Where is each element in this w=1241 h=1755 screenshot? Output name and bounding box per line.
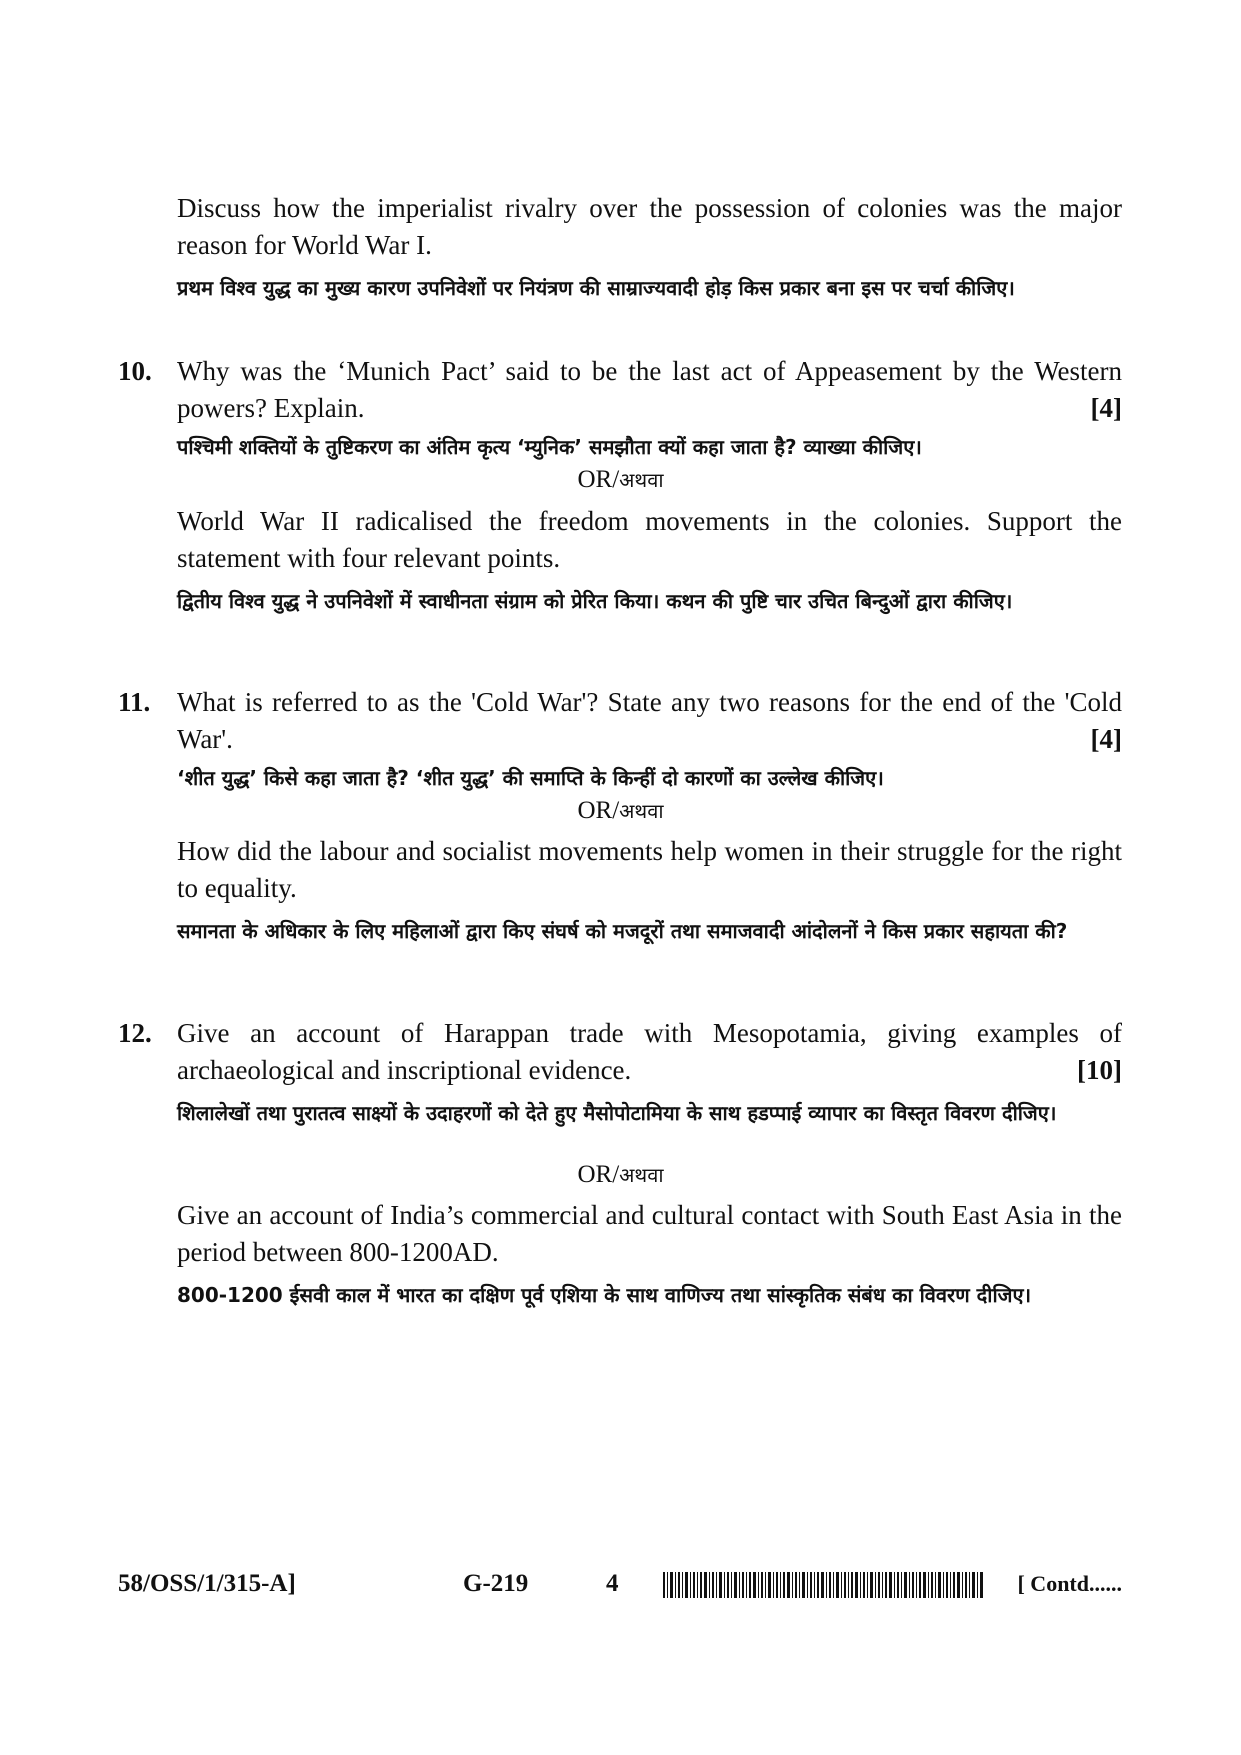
question-10-alt-en: World War II radicalised the freedom movements in the colonies. Support the statement with four relevant points. xyxy=(177,506,1122,573)
question-11-marks: [4] xyxy=(1090,724,1122,754)
question-10-marks: [4] xyxy=(1090,393,1122,423)
question-10-text: Why was the ‘Munich Pact’ said to be the last act of Appeasement by the Western powers? Explain. xyxy=(177,356,1122,423)
question-12-en xyxy=(177,1015,1122,1089)
question-10-hi: पश्चिमी शक्तियों के तुष्टिकरण का अंतिम कृत्य ‘म्युनिक’ समझौता क्यों कहा जाता है? व्याख्या कीजिए। xyxy=(177,435,922,459)
question-12-hi: शिलालेखों तथा पुरातत्व साक्ष्यों के उदाहरणों को देते हुए मैसोपोटामिया के साथ हडप्पाई व्यापार का विस्तृत विवरण दीजिए। xyxy=(177,1101,1057,1125)
question-number-10: 10. xyxy=(118,356,152,386)
page-footer xyxy=(118,1566,1122,1602)
or-label: OR/ xyxy=(577,466,620,493)
question-10-alternative xyxy=(177,503,1122,621)
or-label: OR/ xyxy=(577,797,620,824)
question-11-en xyxy=(177,684,1122,758)
or-divider-11 xyxy=(0,793,1241,829)
or-divider-10 xyxy=(0,462,1241,498)
barcode-bars xyxy=(663,1572,983,1598)
intro-question-en: Discuss how the imperialist rivalry over the possession of colonies was the major reason for World War I. xyxy=(177,193,1122,260)
barcode xyxy=(663,1572,983,1598)
page-number: 4 xyxy=(606,1570,619,1597)
or-label-hi: अथवा xyxy=(619,468,664,492)
question-12-marks: [10] xyxy=(1077,1055,1122,1085)
question-10-alt-hi: द्वितीय विश्व युद्ध ने उपनिवेशों में स्वाधीनता संग्राम को प्रेरित किया। कथन की पुष्टि चार उचित बिन्दुओं द्वारा कीजिए। xyxy=(177,589,1013,613)
question-11-hi: ‘शीत युद्ध’ किसे कहा जाता है? ‘शीत युद्ध’ की समाप्ति के किन्हीं दो कारणों का उल्लेख कीजिए। xyxy=(177,766,884,790)
or-label-hi: अथवा xyxy=(619,1163,664,1187)
question-12 xyxy=(177,1015,1122,1133)
question-11-alternative xyxy=(177,833,1122,951)
question-11-text: What is referred to as the 'Cold War'? State any two reasons for the end of the 'Cold War'. xyxy=(177,687,1122,754)
question-11-alt-en: How did the labour and socialist movements help women in their struggle for the right to equality. xyxy=(177,836,1122,903)
question-11-alt-hi: समानता के अधिकार के लिए महिलाओं द्वारा किए संघर्ष को मजदूरों तथा समाजवादी आंदोलनों ने किस प्रकार सहायता की? xyxy=(177,919,1068,943)
or-divider-12 xyxy=(0,1157,1241,1193)
question-12-alternative xyxy=(177,1197,1122,1315)
series-code: G-219 xyxy=(463,1570,529,1597)
question-number-11: 11. xyxy=(118,687,151,717)
question-10-en xyxy=(177,353,1122,427)
question-10 xyxy=(177,353,1122,467)
question-12-alt-hi: 800-1200 ईसवी काल में भारत का दक्षिण पूर्व एशिया के साथ वाणिज्य तथा सांस्कृतिक संबंध का विवरण दीजिए। xyxy=(177,1283,1032,1307)
intro-question xyxy=(177,190,1122,308)
or-label: OR/ xyxy=(577,1161,620,1188)
paper-code: 58/OSS/1/315-A] xyxy=(118,1570,296,1597)
question-12-text: Give an account of Harappan trade with Mesopotamia, giving examples of archaeological and inscriptional evidence. xyxy=(177,1018,1122,1085)
question-12-alt-en: Give an account of India’s commercial and cultural contact with South East Asia in the period between 800-1200AD. xyxy=(177,1200,1122,1267)
question-11 xyxy=(177,684,1122,798)
question-number-12: 12. xyxy=(118,1018,152,1048)
or-label-hi: अथवा xyxy=(619,799,664,823)
continued-label: [ Contd...... xyxy=(1017,1571,1122,1596)
intro-question-hi: प्रथम विश्व युद्ध का मुख्य कारण उपनिवेशों पर नियंत्रण की साम्राज्यवादी होड़ किस प्रकार बना इस पर चर्चा कीजिए। xyxy=(177,276,1015,300)
